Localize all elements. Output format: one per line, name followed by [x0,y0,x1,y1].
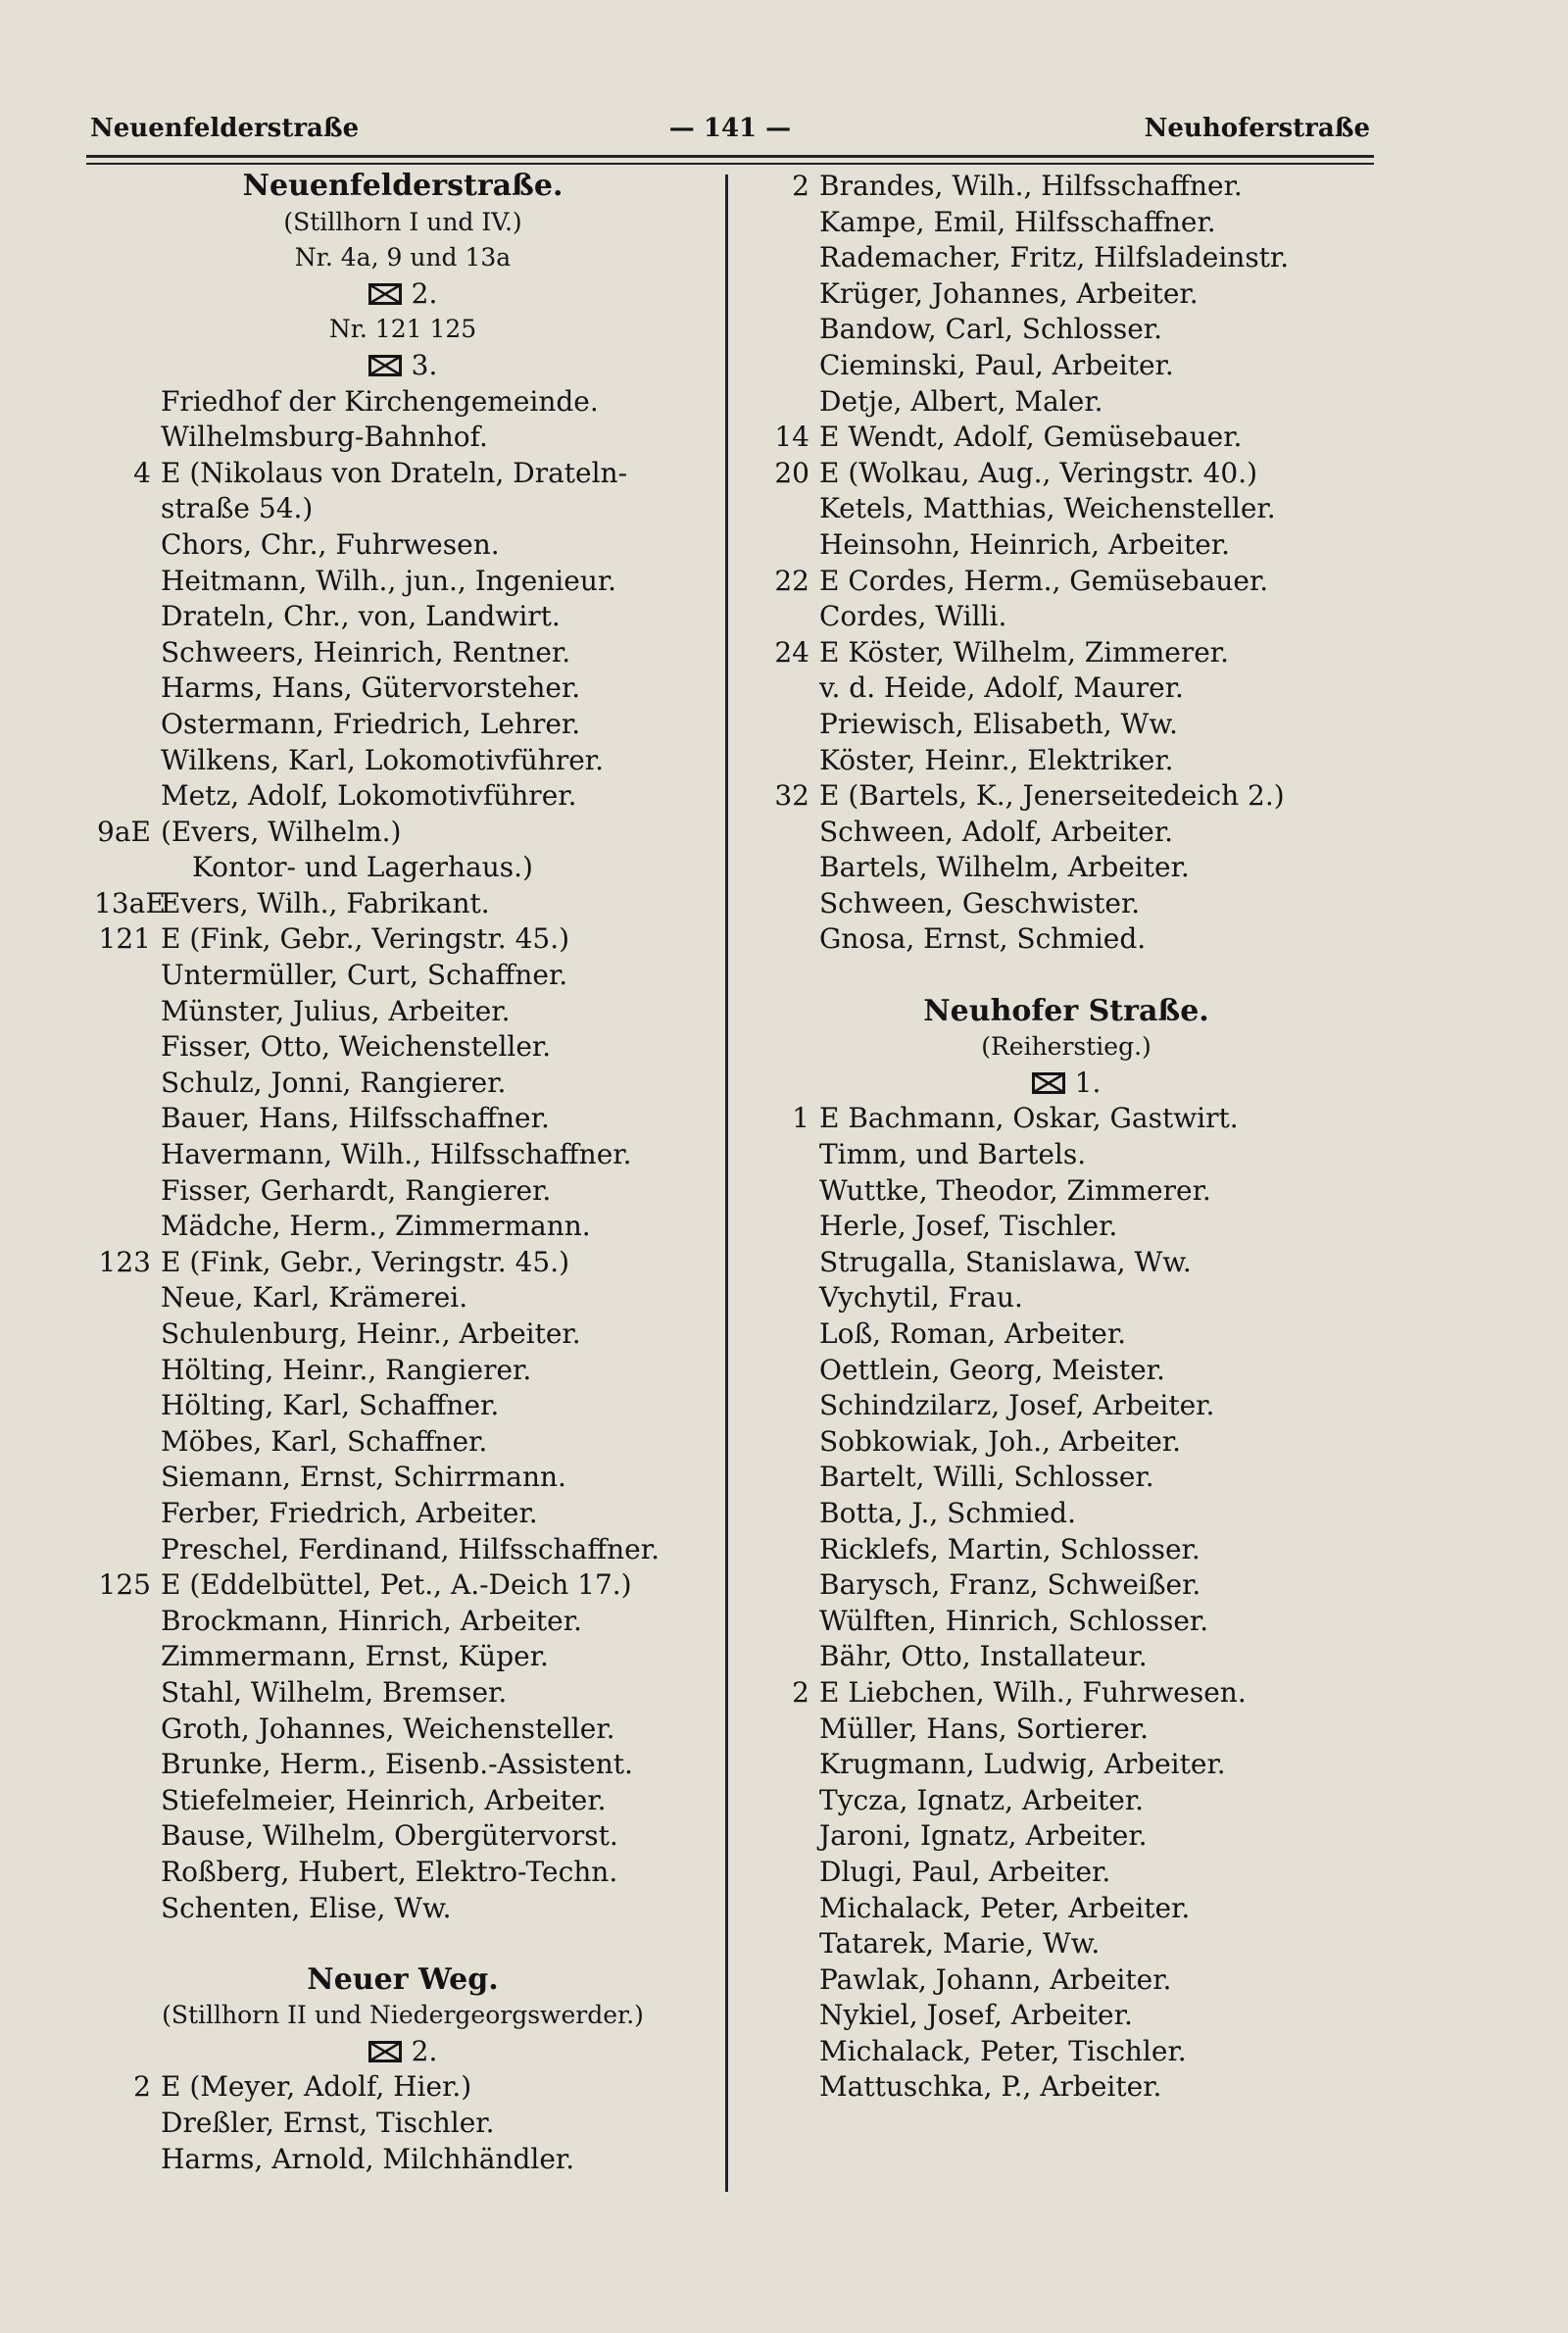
house-entry [753,564,1380,600]
house-number: 20 [774,456,809,489]
house-owner: E (Fink, Gebr., Veringstr. 45.) [161,922,570,956]
resident-entry: Wülften, Hinrich, Schlosser. [819,1604,1209,1637]
resident-entry: Hölting, Heinr., Rangierer. [161,1353,532,1386]
resident-entry: Detje, Albert, Maler. [819,384,1103,418]
resident-entry: Jaroni, Ignatz, Arbeiter. [819,1819,1148,1853]
resident-entry: Preschel, Ferdinand, Hilfsschaffner. [161,1532,660,1565]
house-entry [94,921,711,958]
house-entry [753,420,1380,456]
house-entry [94,815,711,851]
house-owner: Evers, Wilh., Fabrikant. [161,886,490,919]
envelope-icon [368,355,402,376]
resident-entry: Michalack, Peter, Tischler. [819,2034,1187,2067]
house-number-range: Nr. 121 125 [328,315,477,344]
resident-entry: Botta, J., Schmied. [819,1496,1076,1529]
house-number: 13aE [94,886,166,919]
resident-entry: Mattuschka, P., Arbeiter. [819,2070,1162,2104]
resident-entry: Cieminski, Paul, Arbeiter. [819,348,1174,381]
resident-entry: Fisser, Gerhardt, Rangierer. [161,1173,552,1207]
house-owner: E (Meyer, Adolf, Hier.) [161,2070,472,2104]
resident-entry: Nykiel, Josef, Arbeiter. [819,1999,1133,2032]
resident-entry: Michalack, Peter, Arbeiter. [819,1891,1191,1924]
post-district [94,2034,711,2070]
street-title: Neuenfelderstraße. [242,169,564,203]
resident-entry: Möbes, Karl, Schaffner. [161,1424,488,1458]
house-number: 2 [792,1675,809,1709]
page-header [90,114,1370,153]
house-number: 4 [133,456,151,489]
page-number: — 141 — [668,114,792,143]
resident-entry: Bartelt, Willi, Schlosser. [819,1461,1154,1494]
resident-entry: Schindzilarz, Josef, Arbeiter. [819,1389,1215,1422]
resident-entry: Stahl, Wilhelm, Bremser. [161,1675,508,1709]
listing-line: Friedhof der Kirchengemeinde. [161,384,599,418]
resident-entry: Siemann, Ernst, Schirrmann. [161,1461,566,1494]
house-number: 9aE [97,815,151,848]
resident-entry: Pawlak, Johann, Arbeiter. [819,1962,1172,1996]
resident-entry: Heinsohn, Heinrich, Arbeiter. [819,527,1230,561]
resident-entry: Oettlein, Georg, Meister. [819,1353,1165,1386]
resident-entry: Vychytil, Frau. [819,1281,1023,1315]
post-district [94,348,711,384]
house-number: 2 [792,170,809,202]
resident-entry: Schulz, Jonni, Rangierer. [161,1066,507,1099]
street-title: Neuhofer Straße. [923,993,1209,1028]
house-owner: E (Fink, Gebr., Veringstr. 45.) [161,1245,570,1278]
house-owner: Brandes, Wilh., Hilfsschaffner. [819,170,1243,202]
house-entry [753,778,1380,815]
house-number-range: Nr. 4a, 9 und 13a [294,243,512,273]
house-entry [753,456,1380,492]
house-owner: E Köster, Wilhelm, Zimmerer. [819,635,1230,669]
house-number: 2 [133,2070,151,2104]
house-number: 14 [774,421,809,454]
header-right: Neuhoferstraße [1144,114,1370,143]
post-district-number: 2. [411,276,438,310]
house-entry [94,886,711,922]
envelope-icon [368,2041,402,2062]
resident-entry: Schween, Adolf, Arbeiter. [819,815,1174,848]
resident-entry: Harms, Arnold, Milchhändler. [161,2142,575,2175]
house-owner: E Bachmann, Oskar, Gastwirt. [819,1102,1239,1135]
resident-entry: Schween, Geschwister. [819,886,1141,919]
resident-entry: Gnosa, Ernst, Schmied. [819,922,1147,956]
house-number: 1 [792,1102,809,1135]
left-column [94,169,711,2177]
resident-entry: Havermann, Wilh., Hilfsschaffner. [161,1138,632,1171]
house-owner: E Liebchen, Wilh., Fuhrwesen. [819,1675,1247,1709]
house-number: 121 [98,922,151,956]
post-district-number: 3. [411,348,438,381]
resident-entry: Priewisch, Elisabeth, Ww. [819,707,1178,740]
resident-entry: Strugalla, Stanislawa, Ww. [819,1245,1192,1278]
house-number: 32 [774,779,809,813]
resident-entry: Bauer, Hans, Hilfsschaffner. [161,1102,550,1135]
resident-entry: Roßberg, Hubert, Elektro-Techn. [161,1855,618,1888]
section-gap [753,958,1380,994]
post-district [753,1066,1380,1102]
resident-entry: Barysch, Franz, Schweißer. [819,1568,1201,1602]
resident-entry: Bähr, Otto, Installateur. [819,1640,1148,1673]
house-entry [94,2069,711,2106]
house-owner: (Evers, Wilhelm.) [161,815,402,848]
resident-entry: Sobkowiak, Joh., Arbeiter. [819,1424,1182,1458]
resident-entry: Kampe, Emil, Hilfsschaffner. [819,205,1216,238]
resident-entry: Krüger, Johannes, Arbeiter. [819,276,1199,310]
resident-entry: Loß, Roman, Arbeiter. [819,1317,1127,1350]
resident-entry: Stiefelmeier, Heinrich, Arbeiter. [161,1783,607,1816]
resident-entry: Bause, Wilhelm, Obergütervorst. [161,1819,618,1853]
house-owner: E (Nikolaus von Drateln, Drateln- [161,456,628,489]
resident-entry: Brunke, Herm., Eisenb.-Assistent. [161,1748,633,1781]
resident-entry: Timm, und Bartels. [819,1138,1087,1171]
house-number: 125 [98,1568,151,1602]
resident-entry: Schenten, Elise, Ww. [161,1891,452,1924]
house-number: 22 [774,564,809,597]
house-owner: E (Eddelbüttel, Pet., A.-Deich 17.) [161,1568,632,1602]
resident-entry: v. d. Heide, Adolf, Maurer. [819,671,1184,705]
resident-entry: Metz, Adolf, Lokomotivführer. [161,779,577,813]
house-entry [753,1101,1380,1137]
listing-line: Wilhelmsburg-Bahnhof. [161,421,488,454]
column-divider [725,174,728,2192]
resident-entry: Neue, Karl, Krämerei. [161,1281,468,1315]
resident-entry: Harms, Hans, Gütervorsteher. [161,671,581,705]
listing-line: straße 54.) [161,492,314,525]
post-district [94,276,711,313]
house-entry [753,635,1380,671]
resident-entry: Müller, Hans, Sortierer. [819,1712,1149,1745]
resident-entry: Ricklefs, Martin, Schlosser. [819,1532,1200,1565]
section-gap [94,1926,711,1962]
house-owner: E (Wolkau, Aug., Veringstr. 40.) [819,456,1258,489]
resident-entry: Ferber, Friedrich, Arbeiter. [161,1496,538,1529]
resident-entry: Köster, Heinr., Elektriker. [819,743,1174,776]
resident-entry: Bartels, Wilhelm, Arbeiter. [819,851,1190,884]
resident-entry: Dlugi, Paul, Arbeiter. [819,1855,1111,1888]
street-title: Neuer Weg. [307,1961,499,1997]
header-rule-thick [86,155,1374,158]
resident-entry: Chors, Chr., Fuhrwesen. [161,527,500,561]
resident-entry: Herle, Josef, Tischler. [819,1210,1118,1243]
header-rule-thin [86,163,1374,165]
resident-entry: Schulenburg, Heinr., Arbeiter. [161,1317,581,1350]
resident-entry: Heitmann, Wilh., jun., Ingenieur. [161,564,617,597]
post-district-number: 1. [1074,1066,1102,1099]
house-entry [94,456,711,492]
listing-line: Kontor- und Lagerhaus.) [192,851,533,884]
resident-entry: Zimmermann, Ernst, Küper. [161,1640,549,1673]
house-owner: E Cordes, Herm., Gemüsebauer. [819,564,1269,597]
resident-entry: Münster, Julius, Arbeiter. [161,994,511,1027]
resident-entry: Tycza, Ignatz, Arbeiter. [819,1783,1145,1816]
house-entry [753,169,1380,205]
header-left: Neuenfelderstraße [90,114,360,143]
district-note: (Reiherstieg.) [981,1032,1152,1062]
resident-entry: Brockmann, Hinrich, Arbeiter. [161,1604,582,1637]
right-column [753,169,1380,2106]
resident-entry: Dreßler, Ernst, Tischler. [161,2107,495,2140]
resident-entry: Bandow, Carl, Schlosser. [819,313,1163,346]
house-entry [94,1245,711,1281]
resident-entry: Ostermann, Friedrich, Lehrer. [161,707,581,740]
resident-entry: Groth, Johannes, Weichensteller. [161,1712,615,1745]
resident-entry: Fisser, Otto, Weichensteller. [161,1030,552,1064]
district-note: (Stillhorn II und Niedergeorgswerder.) [162,2001,644,2030]
resident-entry: Ketels, Matthias, Weichensteller. [819,492,1276,525]
house-entry [753,1675,1380,1712]
resident-entry: Rademacher, Fritz, Hilfsladeinstr. [819,241,1290,274]
resident-entry: Mädche, Herm., Zimmermann. [161,1210,591,1243]
envelope-icon [368,283,402,305]
resident-entry: Tatarek, Marie, Ww. [819,1927,1101,1961]
resident-entry: Cordes, Willi. [819,600,1007,633]
house-number: 24 [774,635,809,669]
resident-entry: Schweers, Heinrich, Rentner. [161,635,571,669]
resident-entry: Untermüller, Curt, Schaffner. [161,959,568,992]
house-number: 123 [98,1245,151,1278]
resident-entry: Drateln, Chr., von, Landwirt. [161,600,561,633]
post-district-number: 2. [411,2034,438,2067]
district-note: (Stillhorn I und IV.) [283,207,522,236]
house-owner: E Wendt, Adolf, Gemüsebauer. [819,421,1243,454]
house-entry [94,1567,711,1604]
house-owner: E (Bartels, K., Jenerseitedeich 2.) [819,779,1285,813]
resident-entry: Wilkens, Karl, Lokomotivführer. [161,743,604,776]
resident-entry: Krugmann, Ludwig, Arbeiter. [819,1748,1226,1781]
envelope-icon [1032,1072,1065,1094]
resident-entry: Wuttke, Theodor, Zimmerer. [819,1173,1211,1207]
resident-entry: Hölting, Karl, Schaffner. [161,1389,500,1422]
